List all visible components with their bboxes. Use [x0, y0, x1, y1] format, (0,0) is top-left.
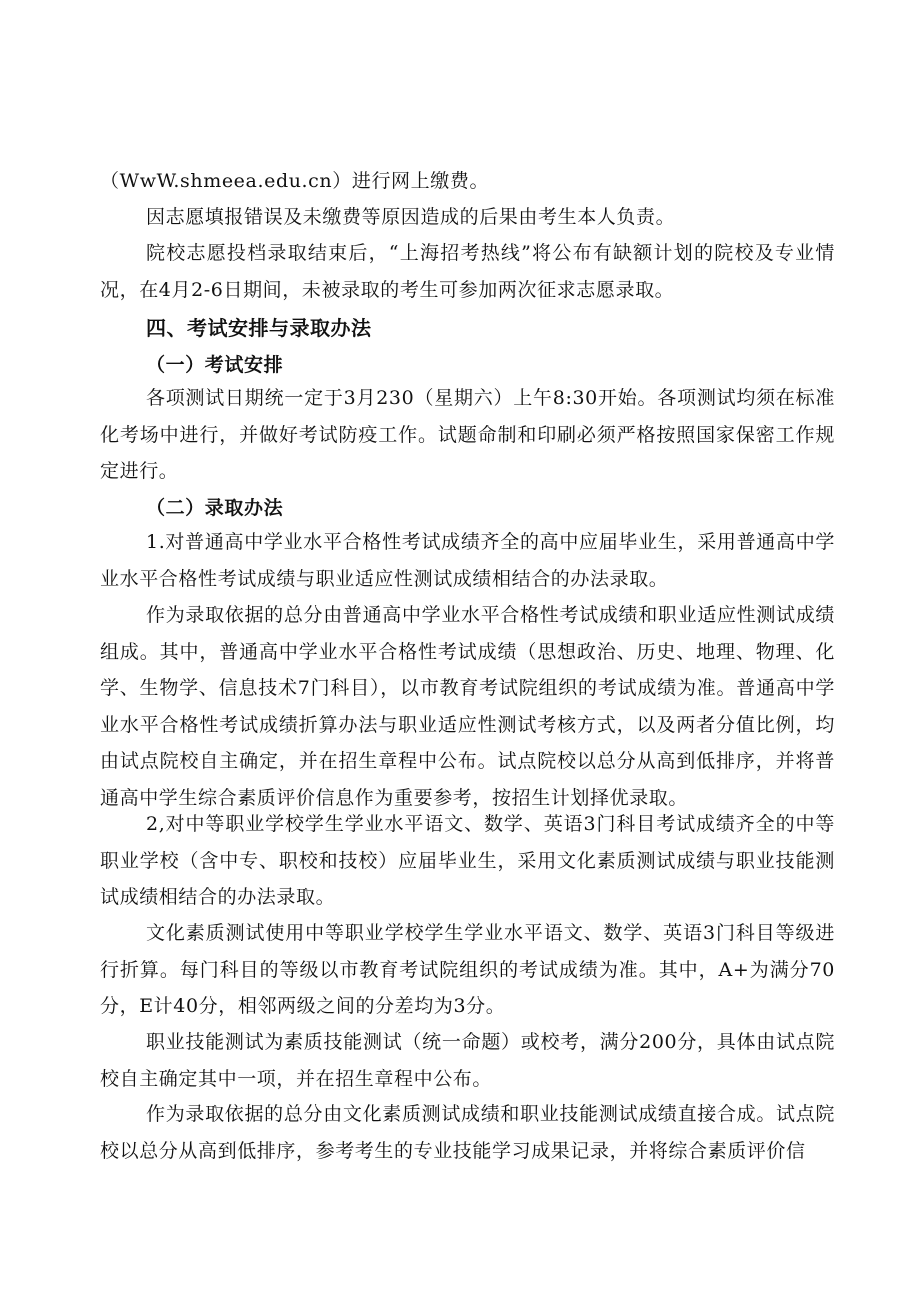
paragraph-skill-test: 职业技能测试为素质技能测试（统一命题）或校考，满分200分，具体由试点院校自主确定其中一项，并在招生章程中公布。 [100, 1031, 835, 1090]
paragraph-responsibility: 因志愿填报错误及未缴费等原因造成的后果由考生本人负责。 [146, 206, 676, 228]
paragraph-payment-website: （WwW.shmeea.edu.cn）进行网上缴费。 [100, 170, 490, 192]
subheading-admission-method: （二）录取办法 [146, 497, 284, 519]
paragraph-rule-1: 1.对普通高中学业水平合格性考试成绩齐全的高中应届毕业生，采用普通高中学业水平合格性考试成绩与职业适应性测试成绩相结合的办法录取。 [100, 531, 835, 590]
paragraph-culture-test: 文化素质测试使用中等职业学校学生学业水平语文、数学、英语3门科目等级进行折算。每门科目的等级以市教育考试院组织的考试成绩为准。其中，A+为满分70分，E计40分，相邻两级之间的分差均为3分。 [100, 922, 835, 1017]
paragraph-total-score-2: 作为录取依据的总分由文化素质测试成绩和职业技能测试成绩直接合成。试点院校以总分从高到低排序，参考考生的专业技能学习成果记录，并将综合素质评价信 [100, 1103, 835, 1162]
paragraph-rule-2: 2,对中等职业学校学生学业水平语文、数学、英语3门科目考试成绩齐全的中等职业学校（含中专、职校和技校）应届毕业生，采用文化素质测试成绩与职业技能测试成绩相结合的办法录取。 [100, 813, 835, 908]
paragraph-exam-date: 各项测试日期统一定于3月230（星期六）上午8:30开始。各项测试均须在标准化考场中进行，并做好考试防疫工作。试题命制和印刷必须严格按照国家保密工作规定进行。 [100, 387, 835, 482]
section-heading: 四、考试安排与录取办法 [146, 316, 372, 340]
paragraph-supplementary-admission: 院校志愿投档录取结束后，“上海招考热线”将公布有缺额计划的院校及专业情况，在4月2-6日期间，未被录取的考生可参加两次征求志愿录取。 [100, 242, 835, 301]
paragraph-total-score-1: 作为录取依据的总分由普通高中学业水平合格性考试成绩和职业适应性测试成绩组成。其中，普通高中学业水平合格性考试成绩（思想政治、历史、地理、物理、化学、生物学、信息技术7门科目），以市教育考试院组织的考试成绩为准。普通高中学业水平合格性考试成绩折算办法与职业适应性测试考核方式，以及两者分值比例，均由试点院校自主确定，并在招生章程中公布。试点院校以总分从高到低排序，并将普通高中学生综合素质评价信息作为重要参考，按招生计划择优录取。 [100, 604, 835, 809]
subheading-exam-arrangement: （一）考试安排 [146, 354, 284, 376]
